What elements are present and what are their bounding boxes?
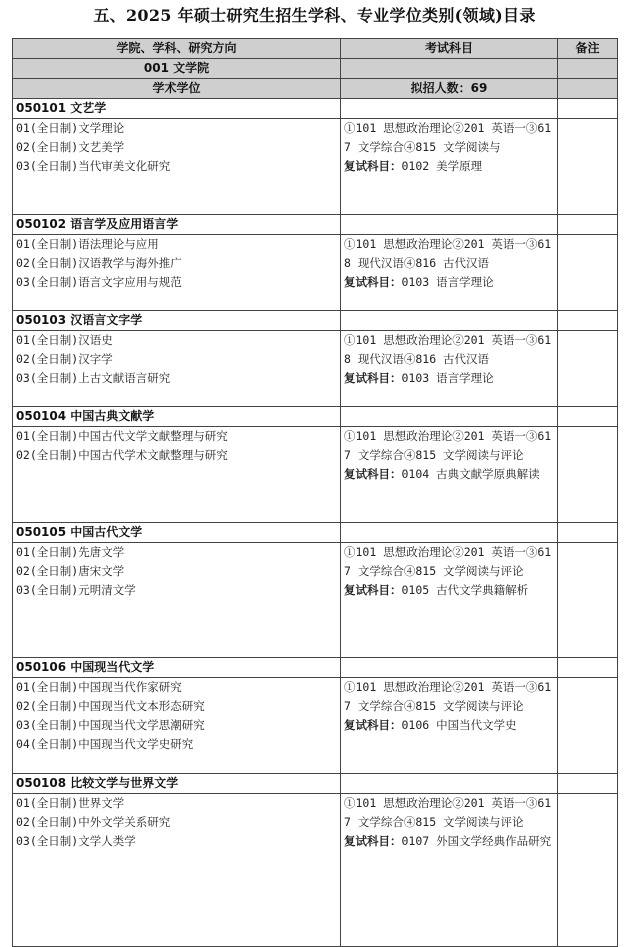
exam-text: ①101 思想政治理论②201 英语一③618 现代汉语④816 古代汉语 <box>344 237 552 270</box>
retest-line <box>344 369 554 388</box>
subject-detail-row <box>13 331 618 407</box>
remarks-cell <box>558 331 618 407</box>
subject-name: 050104 中国古典文献学 <box>13 407 341 427</box>
retest-subject: 0104 古典文献学原典解读 <box>401 467 540 481</box>
remarks-cell <box>558 794 618 947</box>
subject-empty-2 <box>341 407 558 427</box>
exam-text: ①101 思想政治理论②201 英语一③617 文学综合④815 文学阅读与 <box>344 121 552 154</box>
subject-empty-2 <box>341 215 558 235</box>
direction-item: 01(全日制)语法理论与应用 <box>16 237 159 251</box>
remarks-cell <box>558 427 618 523</box>
subject-empty-3 <box>558 774 618 794</box>
subject-empty-3 <box>558 407 618 427</box>
direction-list <box>13 427 341 523</box>
subject-empty-3 <box>558 311 618 331</box>
direction-item: 02(全日制)文艺美学 <box>16 140 125 154</box>
college-row <box>13 59 618 79</box>
subject-name: 050102 语言学及应用语言学 <box>13 215 341 235</box>
remarks-cell <box>558 119 618 215</box>
exam-subjects <box>341 794 558 947</box>
college-name: 001 文学院 <box>13 59 341 79</box>
direction-item: 03(全日制)当代审美文化研究 <box>16 159 171 173</box>
direction-item: 02(全日制)中国古代学术文献整理与研究 <box>16 448 228 462</box>
track-empty-3 <box>558 79 618 99</box>
retest-line <box>344 581 554 600</box>
direction-item: 01(全日制)中国古代文学文献整理与研究 <box>16 429 228 443</box>
subject-detail-row <box>13 427 618 523</box>
subject-name: 050108 比较文学与世界文学 <box>13 774 341 794</box>
subject-empty-2 <box>341 658 558 678</box>
subject-row <box>13 99 618 119</box>
direction-item: 03(全日制)上古文献语言研究 <box>16 371 171 385</box>
subject-row <box>13 311 618 331</box>
direction-item: 01(全日制)汉语史 <box>16 333 113 347</box>
subject-row <box>13 215 618 235</box>
header-col-2: 考试科目 <box>341 39 558 59</box>
direction-list <box>13 235 341 311</box>
exam-subjects <box>341 119 558 215</box>
retest-line <box>344 832 554 851</box>
retest-label: 复试科目： <box>344 718 402 732</box>
exam-text: ①101 思想政治理论②201 英语一③618 现代汉语④816 古代汉语 <box>344 333 552 366</box>
exam-text: ①101 思想政治理论②201 英语一③617 文学综合④815 文学阅读与评论 <box>344 429 552 462</box>
remarks-cell <box>558 543 618 658</box>
direction-list <box>13 331 341 407</box>
college-empty-2 <box>341 59 558 79</box>
direction-item: 02(全日制)汉字学 <box>16 352 113 366</box>
subject-detail-row <box>13 678 618 774</box>
retest-subject: 0102 美学原理 <box>401 159 483 173</box>
exam-subjects <box>341 427 558 523</box>
catalog-table <box>12 38 618 947</box>
retest-subject: 0107 外国文学经典作品研究 <box>401 834 552 848</box>
direction-item: 01(全日制)先唐文学 <box>16 545 125 559</box>
direction-item: 01(全日制)世界文学 <box>16 796 125 810</box>
subject-row <box>13 523 618 543</box>
direction-item: 02(全日制)中外文学关系研究 <box>16 815 171 829</box>
subject-detail-row <box>13 794 618 947</box>
subject-detail-row <box>13 235 618 311</box>
header-col-3: 备注 <box>558 39 618 59</box>
direction-item: 04(全日制)中国现当代文学史研究 <box>16 737 194 751</box>
direction-list <box>13 794 341 947</box>
college-empty-3 <box>558 59 618 79</box>
track-name: 学术学位 <box>13 79 341 99</box>
direction-item: 02(全日制)唐宋文学 <box>16 564 125 578</box>
subject-empty-3 <box>558 523 618 543</box>
direction-item: 02(全日制)中国现当代文本形态研究 <box>16 699 205 713</box>
track-row <box>13 79 618 99</box>
retest-subject: 0103 语言学理论 <box>401 371 494 385</box>
direction-list <box>13 119 341 215</box>
retest-label: 复试科目： <box>344 159 402 173</box>
exam-text: ①101 思想政治理论②201 英语一③617 文学综合④815 文学阅读与评论 <box>344 545 552 578</box>
retest-subject: 0103 语言学理论 <box>401 275 494 289</box>
remarks-cell <box>558 678 618 774</box>
page-title: 五、2025 年硕士研究生招生学科、专业学位类别(领域)目录 <box>93 6 536 25</box>
exam-subjects <box>341 235 558 311</box>
retest-label: 复试科目： <box>344 467 402 481</box>
subject-row <box>13 407 618 427</box>
header-col-1: 学院、学科、研究方向 <box>13 39 341 59</box>
exam-subjects <box>341 543 558 658</box>
direction-item: 03(全日制)中国现当代文学思潮研究 <box>16 718 205 732</box>
subject-empty-3 <box>558 99 618 119</box>
header-row <box>13 39 618 59</box>
subject-name: 050101 文艺学 <box>13 99 341 119</box>
remarks-cell <box>558 235 618 311</box>
retest-subject: 0105 古代文学典籍解析 <box>401 583 529 597</box>
subject-empty-2 <box>341 523 558 543</box>
direction-item: 03(全日制)语言文字应用与规范 <box>16 275 182 289</box>
subject-row <box>13 774 618 794</box>
exam-text: ①101 思想政治理论②201 英语一③617 文学综合④815 文学阅读与评论 <box>344 680 552 713</box>
subject-row <box>13 658 618 678</box>
subject-name: 050106 中国现当代文学 <box>13 658 341 678</box>
subject-empty-3 <box>558 215 618 235</box>
retest-line <box>344 157 554 176</box>
subject-empty-2 <box>341 99 558 119</box>
direction-item: 02(全日制)汉语教学与海外推广 <box>16 256 182 270</box>
direction-list <box>13 543 341 658</box>
retest-label: 复试科目： <box>344 275 402 289</box>
exam-subjects <box>341 331 558 407</box>
retest-line <box>344 273 554 292</box>
retest-subject: 0106 中国当代文学史 <box>401 718 517 732</box>
exam-subjects <box>341 678 558 774</box>
retest-label: 复试科目： <box>344 371 402 385</box>
direction-list <box>13 678 341 774</box>
track-quota: 拟招人数：69 <box>341 79 558 99</box>
subject-detail-row <box>13 119 618 215</box>
direction-item: 01(全日制)中国现当代作家研究 <box>16 680 182 694</box>
subject-empty-3 <box>558 658 618 678</box>
subject-empty-2 <box>341 311 558 331</box>
subject-name: 050105 中国古代文学 <box>13 523 341 543</box>
retest-line <box>344 465 554 484</box>
subject-detail-row <box>13 543 618 658</box>
retest-line <box>344 716 554 735</box>
retest-label: 复试科目： <box>344 583 402 597</box>
retest-label: 复试科目： <box>344 834 402 848</box>
exam-text: ①101 思想政治理论②201 英语一③617 文学综合④815 文学阅读与评论 <box>344 796 552 829</box>
subject-empty-2 <box>341 774 558 794</box>
direction-item: 03(全日制)元明清文学 <box>16 583 136 597</box>
subject-name: 050103 汉语言文字学 <box>13 311 341 331</box>
direction-item: 01(全日制)文学理论 <box>16 121 125 135</box>
direction-item: 03(全日制)文学人类学 <box>16 834 136 848</box>
